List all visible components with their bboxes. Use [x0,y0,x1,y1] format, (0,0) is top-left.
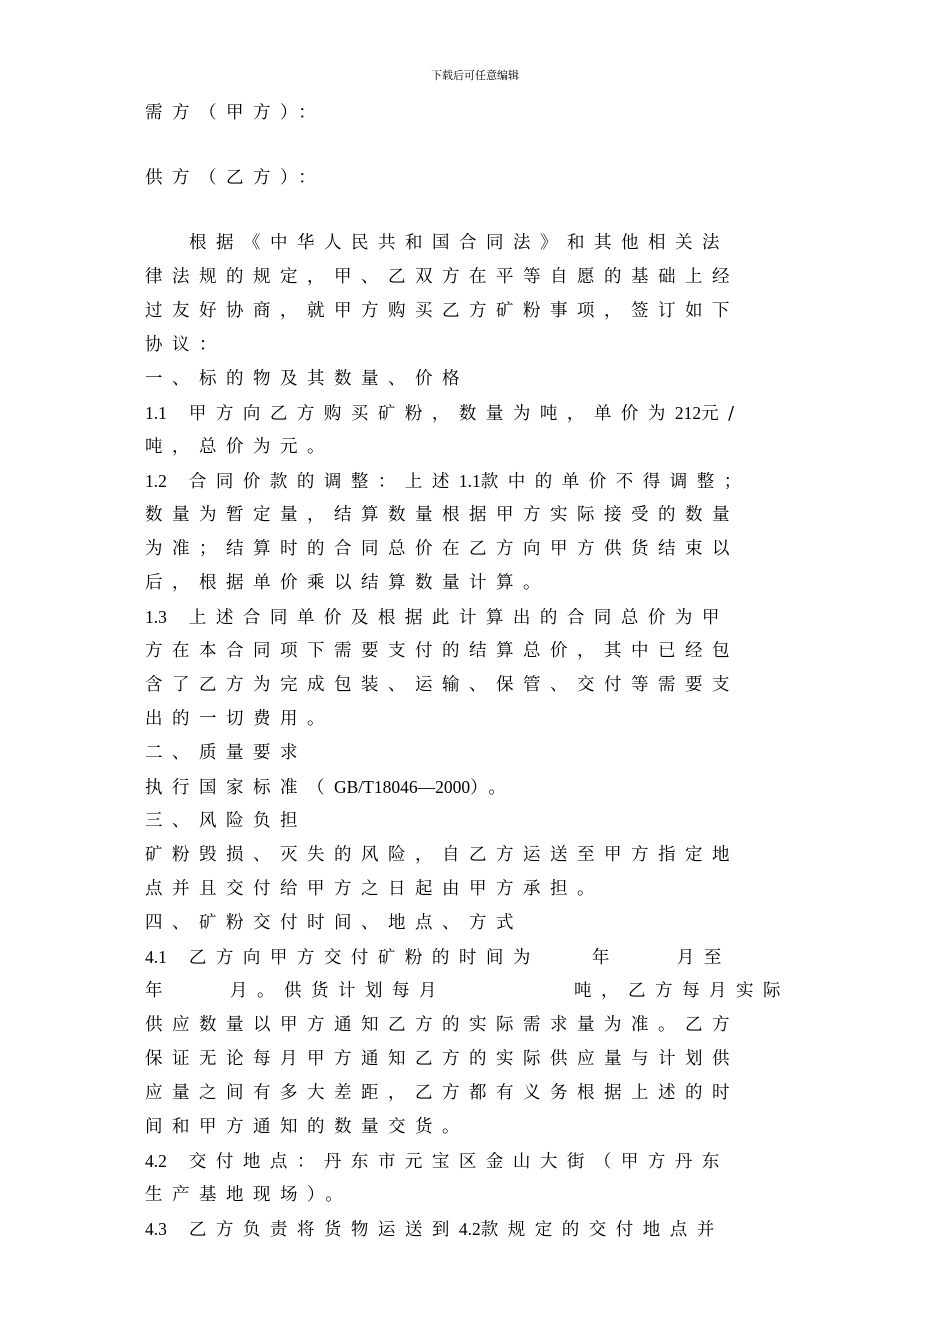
standard-code: GB/T18046—2000 [334,777,471,797]
clause-line [145,396,800,430]
clause-line: 数量为暂定量，结算数量根据甲方实际接受的数量 [145,505,739,525]
clause-line: 含了乙方为完成包装、运输、保管、交付等需要支 [145,675,739,695]
clause-line: 供应数量以甲方通知乙方的实际需求量为准。乙方 [145,1015,739,1035]
clause-line: 为准；结算时的合同总价在乙方向甲方供货结束以 [145,539,739,559]
clause-line: 点并且交付给甲方之日起由甲方承担。 [145,879,604,899]
clause-text: 乙方向甲方交付矿粉的时间为 [188,948,540,968]
clause-line: 矿粉毁损、灭失的风险，自乙方运送至甲方指定地 [145,845,739,865]
clause-text: 执行国家标准（ [145,778,334,798]
section-heading: 四、矿粉交付时间、地点、方式 [145,913,523,933]
clause-text: ）。 [470,778,516,798]
clause-line [145,464,800,498]
clause-text: 上述合同单价及根据此计算出的合同总价为甲 [188,608,729,628]
clause-line: 方在本合同项下需要支付的结算总价，其中已经包 [145,641,739,661]
clause-text: 款规定的交付地点并 [480,1220,724,1240]
clause-text: 月至 [676,948,731,968]
clause-text: 合同价款的调整：上述 [188,472,459,492]
clause-number: 4.2 [145,1151,167,1171]
clause-line: 保证无论每月甲方通知乙方的实际供应量与计划供 [145,1049,739,1069]
preamble-line: 根据《中华人民共和国合同法》和其他相关法 [189,233,729,253]
clause-number: 4.1 [145,947,167,967]
section-heading: 二、质量要求 [145,743,307,763]
clause-line [145,770,800,804]
clause-number: 4.3 [145,1219,167,1239]
supplier-party-line: 供方（乙方）： [145,168,326,188]
clause-text: 吨，乙方每月实际 [574,981,790,1001]
preamble-line: 律法规的规定，甲、乙双方在平等自愿的基础上经 [145,267,739,287]
buyer-party-line: 需方（甲方）： [145,103,326,123]
clause-line: 间和甲方通知的数量交货。 [145,1117,469,1137]
clause-line: 吨，总价为元。 [145,437,334,457]
clause-line [145,940,800,974]
clause-number: 1.3 [145,607,167,627]
contract-body [145,96,800,1246]
clause-line: 生产基地现场）。 [145,1185,353,1205]
spacer [145,130,800,161]
clause-text: 款中的单价不得调整； [480,472,751,492]
clause-number: 1.2 [145,471,167,491]
section-heading: 一、标的物及其数量、价格 [145,369,469,389]
page-header-note: 下载后可任意编辑 [431,69,519,82]
clause-reference: 4.2 [458,1219,481,1239]
clause-text: 月。供货计划每月 [230,981,446,1001]
clause-text: 甲方向乙方购买矿粉，数量为吨，单价为 [188,404,675,424]
clause-text: 交付地点：丹东市元宝区金山大街（甲方丹东 [188,1152,729,1172]
clause-line [145,1144,800,1178]
clause-text: 乙方负责将货物运送到 [188,1220,459,1240]
preamble-line: 过友好协商，就甲方购买乙方矿粉事项，签订如下 [145,301,739,321]
clause-line: 应量之间有多大差距，乙方都有义务根据上述的时 [145,1083,739,1103]
unit-price: 212 [674,403,702,423]
clause-text: 元/ [701,404,744,424]
clause-line: 后，根据单价乘以结算数量计算。 [145,573,550,593]
clause-number: 1.1 [145,403,167,423]
clause-line [145,600,800,634]
clause-line [145,1212,800,1246]
preamble-line: 协议： [145,335,226,355]
clause-reference: 1.1 [458,471,481,491]
clause-line [145,974,800,1008]
spacer [145,195,800,226]
clause-text: 年 [591,948,619,968]
clause-text: 年 [145,981,172,1001]
section-heading: 三、风险负担 [145,811,307,831]
clause-line: 出的一切费用。 [145,709,334,729]
